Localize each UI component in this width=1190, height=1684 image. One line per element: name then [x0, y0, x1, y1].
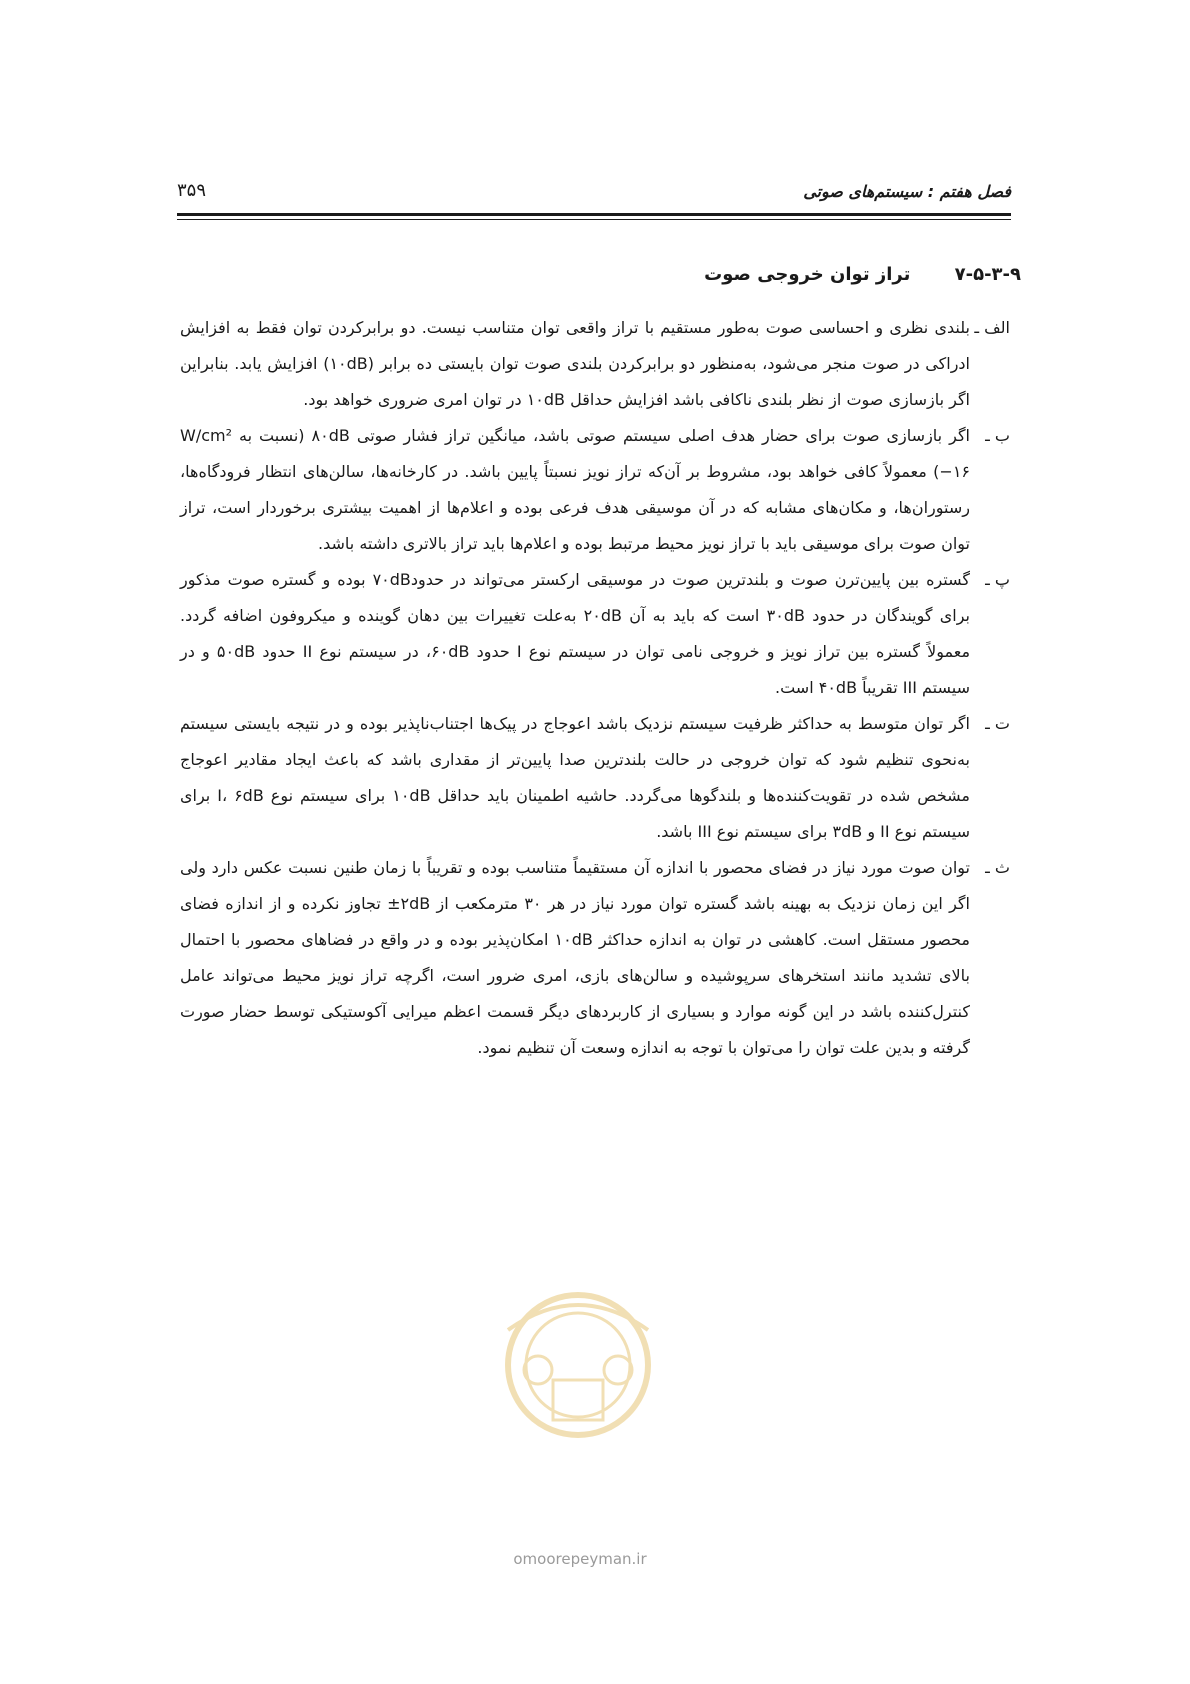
item-text: اگر بازسازی صوت برای حضار هدف اصلی سیستم صوتی باشد، میانگین تراز فشار صوتی ۸۰dB (نسبت به W/cm² ۱۶−) معمولاً کافی خواهد بود، مشروط بر آن‌که تراز نویز نسبتاً پایین باشد. در کارخانه‌ها، سالن‌های انتظار فرودگاه‌ها، رستوران‌ها، و مکان‌های مشابه که در آن موسیقی هدف فرعی بوده و اعلام‌ها از اهمیت بیشتری برخوردار است، تراز توان صوت برای موسیقی باید با تراز نویز محیط مرتبط بوده و اعلام‌ها باید تراز بالاتری داشته باشد.	[180, 426, 971, 553]
item-marker: پ ـ	[985, 570, 1010, 589]
section-body	[180, 310, 1010, 1066]
chapter-title: فصل هفتم : سیستم‌های صوتی	[803, 182, 1011, 201]
header-rule-thin	[177, 219, 1011, 220]
section-number: ۷-۵-۳-۹	[954, 264, 1021, 285]
list-item	[180, 850, 1010, 1066]
page-header	[177, 178, 1011, 208]
header-rule-thick	[177, 213, 1011, 216]
watermark-url: omoorepeyman.ir	[513, 1550, 647, 1568]
list-item	[180, 310, 1010, 418]
item-text: بلندی نظری و احساسی صوت به‌طور مستقیم با تراز واقعی توان متناسب نیست. دو برابرکردن توان فقط به افزایش ادراکی در صوت منجر می‌شود، به‌منظور دو برابرکردن بلندی صوت توان بایستی ده برابر (۱۰dB) افزایش یابد. بنابراین اگر بازسازی صوت از نظر بلندی ناکافی باشد افزایش حداقل ۱۰dB در توان امری ضروری خواهد بود.	[180, 318, 970, 409]
item-marker: ث ـ	[985, 858, 1010, 877]
item-text: توان صوت مورد نیاز در فضای محصور با اندازه آن مستقیماً متناسب بوده و تقریباً با زمان طنین نسبت عکس دارد ولی اگر این زمان نزدیک به بهینه باشد گستره توان مورد نیاز در هر ۳۰ مترمکعب از ۲dB± تجاوز نکرده و از اندازه فضای محصور مستقل است. کاهشی در توان به اندازه حداکثر ۱۰dB امکان‌پذیر بوده و در واقع در فضاهای محصور با احتمال بالای تشدید مانند استخرهای سرپوشیده و سالن‌های بازی، امری ضرور است، اگرچه تراز نویز محیط می‌تواند عامل کنترل‌کننده باشد در این گونه موارد و بسیاری از کاربردهای دیگر قسمت اعظم میرایی آکوستیکی توسط حضار صورت گرفته و بدین علت توان را می‌توان با توجه به اندازه وسعت آن تنظیم نمود.	[180, 858, 970, 1057]
item-text: گستره بین پایین‌ترن صوت و بلندترین صوت در موسیقی ارکستر می‌تواند در حدود۷۰dB بوده و گستره صوت مذکور برای گویندگان در حدود ۳۰dB است که باید به آن ۲۰dB به‌علت تغییرات بین دهان گوینده و میکروفون اضافه گردد. معمولاً گستره بین تراز نویز و خروجی نامی توان در سیستم نوع I حدود ۶۰dB، در سیستم نوع II حدود ۵۰dB و در سیستم III تقریباً ۴۰dB است.	[180, 570, 971, 697]
section-heading	[704, 264, 1021, 285]
item-text: اگر توان متوسط به حداکثر ظرفیت سیستم نزدیک باشد اعوجاج در پیک‌ها اجتناب‌ناپذیر بوده و در نتیجه بایستی سیستم به‌نحوی تنظیم شود که توان خروجی در حالت بلندترین صدا پایین‌تر از مقداری باشد که باعث ایجاد مقادیر اعوجاج مشخص شده در تقویت‌کننده‌ها و بلندگوها می‌گردد. حاشیه اطمینان باید حداقل ۱۰dB برای سیستم نوع I، ۶dB برای سیستم نوع II و ۳dB برای سیستم نوع III باشد.	[180, 714, 971, 841]
watermark-logo-icon	[468, 1270, 688, 1460]
list-item	[180, 418, 1010, 562]
item-marker: الف ـ	[974, 318, 1010, 337]
list-item	[180, 562, 1010, 706]
item-marker: ب ـ	[985, 426, 1010, 445]
page-number: ۳۵۹	[177, 180, 207, 201]
list-item	[180, 706, 1010, 850]
section-title: تراز توان خروجی صوت	[704, 264, 911, 285]
item-marker: ت ـ	[985, 714, 1010, 733]
